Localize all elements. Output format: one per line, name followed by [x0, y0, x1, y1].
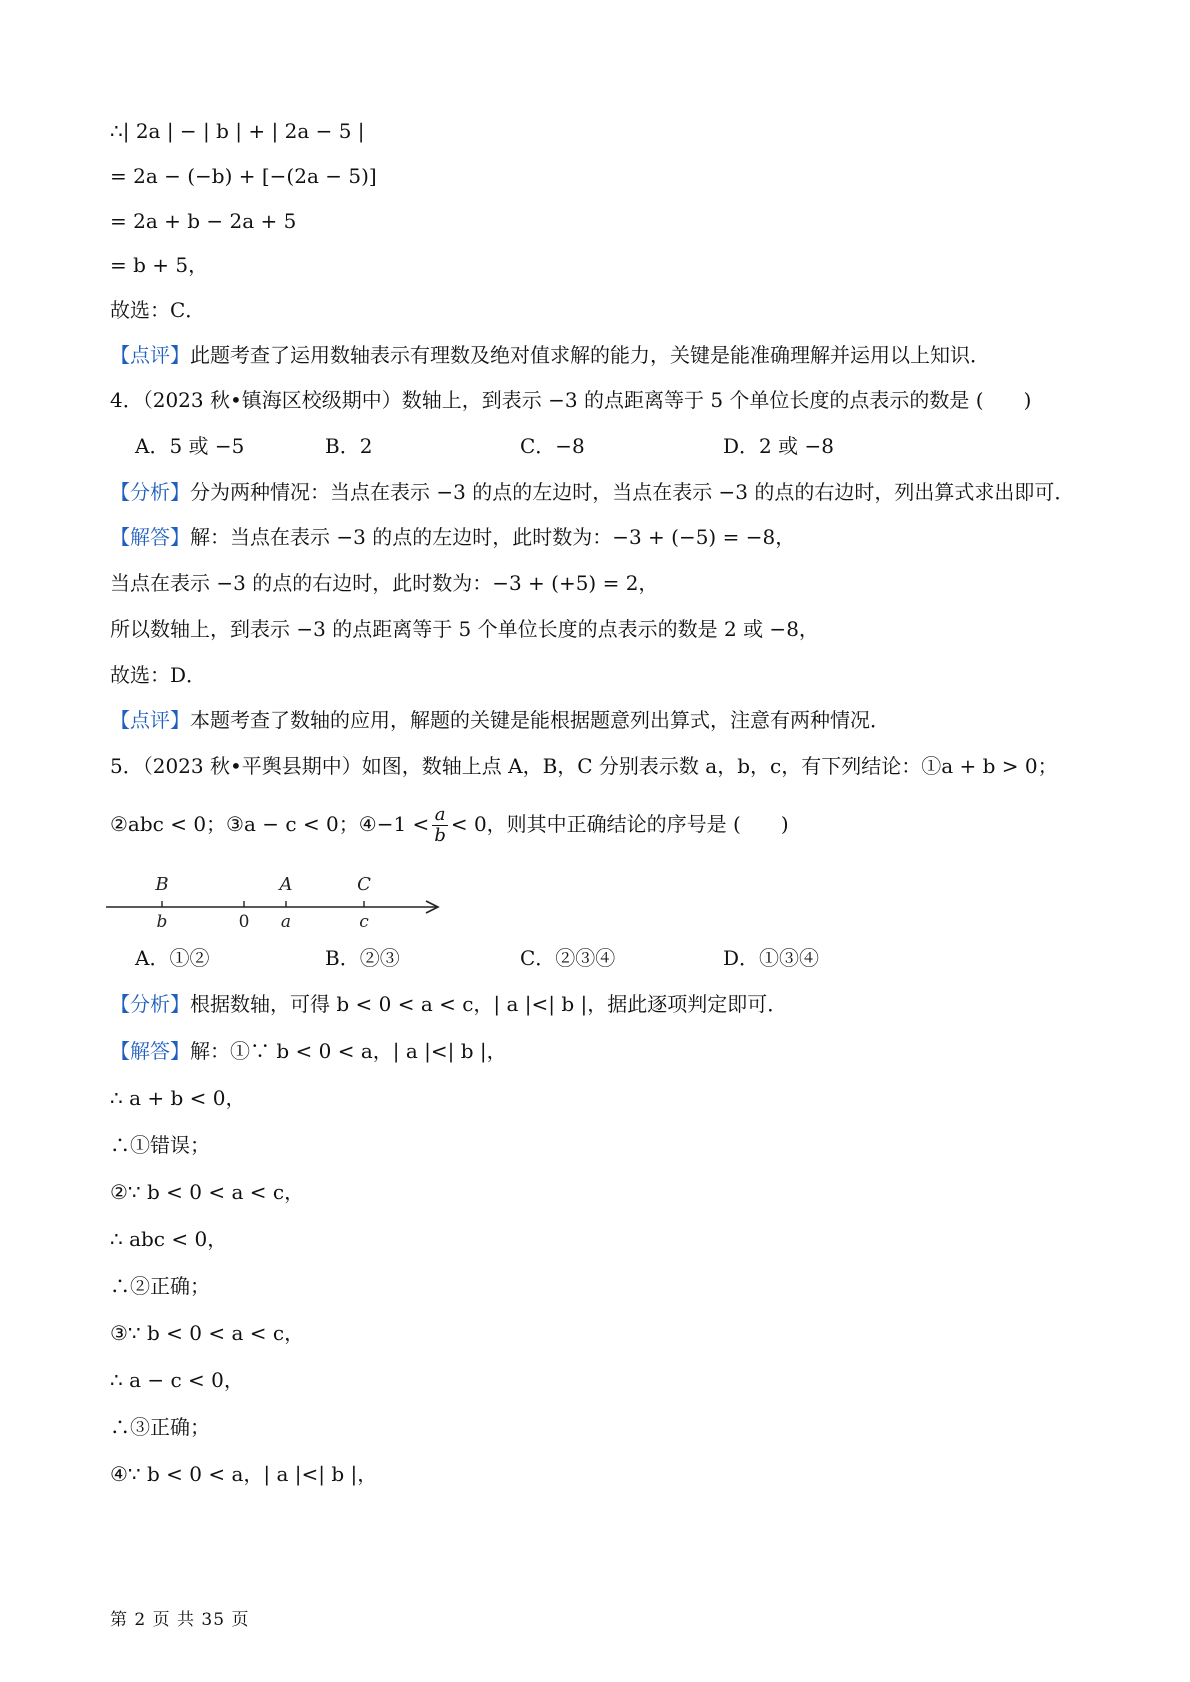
answer-choice-line: 故选：D．: [110, 663, 207, 687]
answer-line: [110, 523, 795, 551]
answer-line: [110, 1037, 507, 1065]
comment-line: [110, 341, 990, 369]
option-d: D．2 或 −8: [723, 434, 834, 458]
comment-text: 本题考查了数轴的应用，解题的关键是能根据题意列出算式，注意有两种情况．: [190, 708, 890, 732]
solution-line: = b + 5，: [110, 253, 209, 277]
fraction-a-over-b: [432, 805, 448, 846]
solution-line: = 2a + b − 2a + 5: [110, 209, 297, 233]
answer-text: 解：①∵ b < 0 < a，| a |<| b |，: [190, 1039, 507, 1063]
analysis-text: 分为两种情况：当点在表示 −3 的点的左边时，当点在表示 −3 的点的右边时，列出算式求出即可．: [190, 480, 1075, 504]
number-line-figure: [104, 870, 444, 932]
answer-tag: 【解答】: [110, 1039, 190, 1063]
answer-choice-line: 故选：C．: [110, 298, 206, 322]
answer-step: ∴①错误；: [110, 1133, 210, 1157]
analysis-text: 根据数轴，可得 b < 0 < a < c，| a |<| b |，据此逐项判定即可．: [190, 992, 788, 1016]
answer-text: 解：当点在表示 −3 的点的左边时，此时数为：−3 + (−5) = −8，: [190, 525, 796, 549]
option-c: C．−8: [520, 434, 585, 458]
value-label-zero: 0: [238, 912, 250, 932]
point-label-b: B: [155, 874, 169, 895]
point-label-c: C: [357, 874, 371, 895]
option-a: A．①②: [135, 946, 210, 970]
answer-line: 所以数轴上，到表示 −3 的点距离等于 5 个单位长度的点表示的数是 2 或 −8，: [110, 617, 819, 641]
question-5-stem-line-2: [110, 796, 789, 852]
answer-line: 当点在表示 −3 的点的右边时，此时数为：−3 + (+5) = 2，: [110, 571, 659, 595]
point-label-a: A: [279, 874, 293, 895]
comment-tag: 【点评】: [110, 708, 190, 732]
answer-step: ∴ a + b < 0，: [110, 1086, 246, 1110]
answer-tag: 【解答】: [110, 525, 190, 549]
stem-text: ②abc < 0；③a − c < 0；④−1 <: [110, 812, 430, 836]
question-5-stem: 5．（2023 秋•平舆县期中）如图，数轴上点 A，B，C 分别表示数 a，b，c，有下列结论：①a + b > 0；: [110, 754, 1058, 778]
stem-text: < 0，则其中正确结论的序号是 ( ): [450, 812, 789, 836]
comment-text: 此题考查了运用数轴表示有理数及绝对值求解的能力，关键是能准确理解并运用以上知识．: [190, 343, 990, 367]
value-label-a: a: [280, 912, 292, 932]
option-a: A．5 或 −5: [135, 434, 245, 458]
option-c: C．②③④: [520, 946, 616, 970]
answer-step: ③∵ b < 0 < a < c，: [110, 1321, 305, 1345]
comment-tag: 【点评】: [110, 343, 190, 367]
value-label-c: c: [359, 912, 369, 932]
solution-line: ∴| 2a | − | b | + | 2a − 5 |: [110, 119, 365, 143]
option-b: B．②③: [325, 946, 400, 970]
answer-step: ∴ a − c < 0，: [110, 1368, 244, 1392]
fraction-denominator: b: [434, 825, 446, 846]
question-4-stem: 4．（2023 秋•镇海区校级期中）数轴上，到表示 −3 的点距离等于 5 个单位长度的点表示的数是 ( ): [110, 388, 1032, 412]
analysis-line: [110, 478, 1074, 506]
page-footer: 第 2 页 共 35 页: [110, 1610, 250, 1630]
fraction-numerator: a: [432, 805, 448, 826]
answer-step: ∴ abc < 0，: [110, 1227, 228, 1251]
answer-step: ②∵ b < 0 < a < c，: [110, 1180, 305, 1204]
answer-step: ∴②正确；: [110, 1274, 210, 1298]
option-b: B．2: [325, 434, 373, 458]
analysis-tag: 【分析】: [110, 480, 190, 504]
analysis-tag: 【分析】: [110, 992, 190, 1016]
answer-step: ∴③正确；: [110, 1415, 210, 1439]
option-d: D．①③④: [723, 946, 820, 970]
analysis-line: [110, 990, 787, 1018]
answer-step: ④∵ b < 0 < a，| a |<| b |，: [110, 1462, 378, 1486]
comment-line: [110, 706, 890, 734]
solution-line: = 2a − (−b) + [−(2a − 5)]: [110, 164, 377, 188]
value-label-b: b: [156, 912, 168, 932]
